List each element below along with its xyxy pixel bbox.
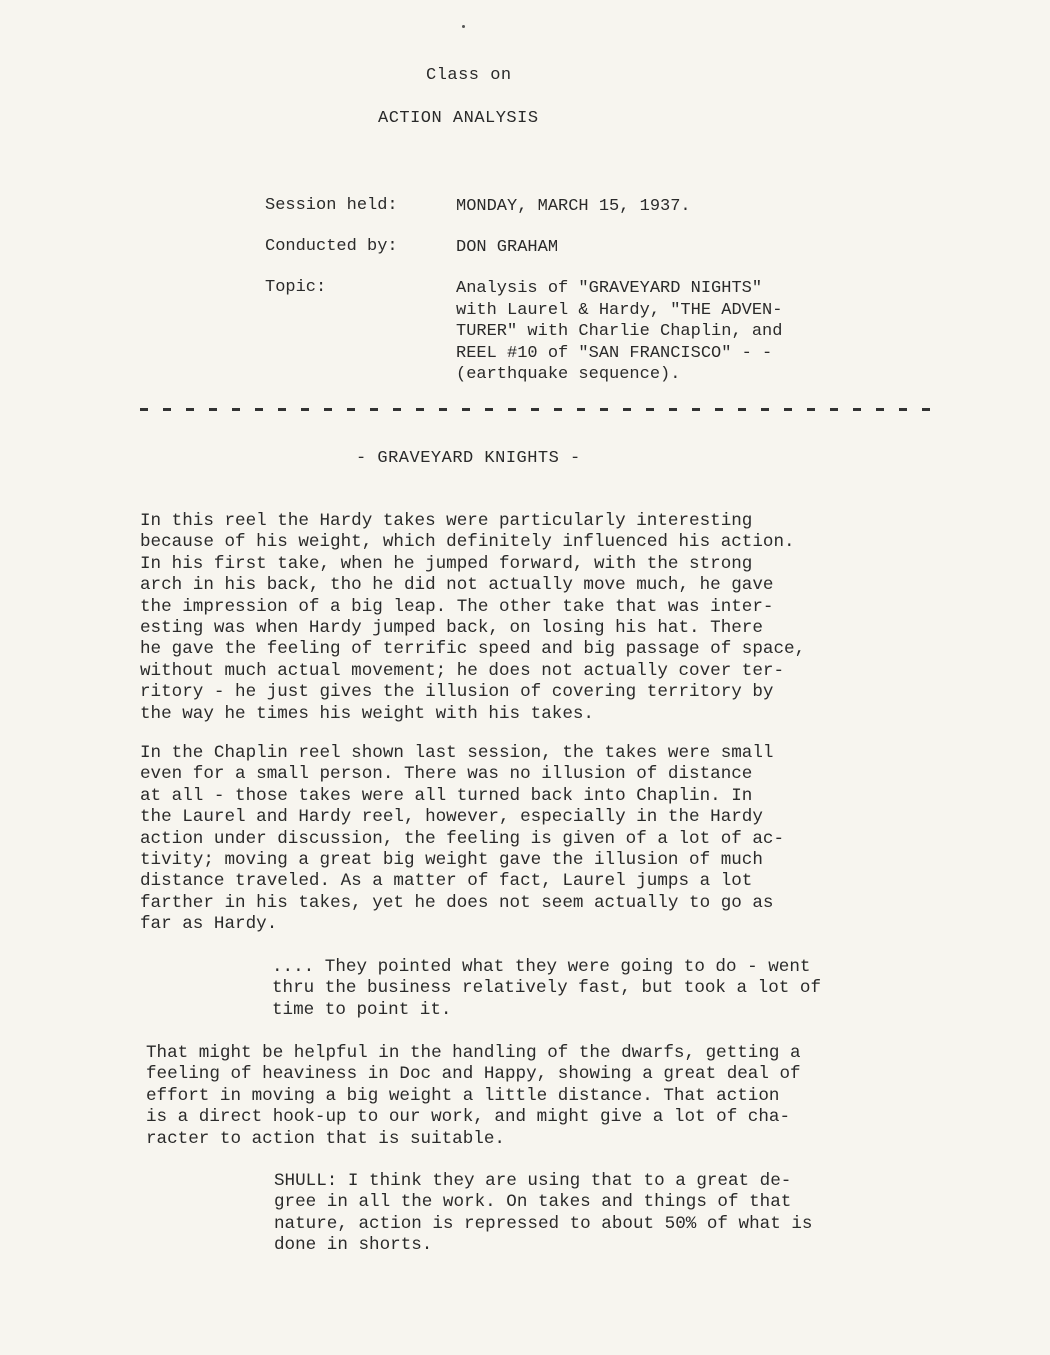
quote-paragraph: .... They pointed what they were going to do - went thru the business relatively fast, but took a lot of time to point it. (272, 957, 822, 1020)
meta-label: Session held: (265, 196, 398, 215)
meta-value: MONDAY, MARCH 15, 1937. (456, 197, 691, 216)
section-title: - GRAVEYARD KNIGHTS - (356, 449, 581, 468)
dashed-divider (140, 408, 935, 411)
speaker-paragraph: SHULL: I think they are using that to a great de- gree in all the work. On takes and things of that nature, action is repressed to about 50% of what is done in shorts. (274, 1171, 813, 1256)
class-line: Class on (426, 66, 512, 85)
meta-value: DON GRAHAM (456, 238, 559, 257)
paragraph: In the Chaplin reel shown last session, the takes were small even for a small person. There was no illusion of distance at all - those takes were all turned back into Chaplin. In the Laurel and Hardy reel, however, especially in the Hardy action under discussion, the feeling is given of a lot of ac- tivity; moving a great big weight gave the illusion of much distance traveled. As a matter of fact, Laurel jumps a lot farther in his takes, yet he does not seem actually to go as far as Hardy. (140, 743, 785, 935)
document-title: ACTION ANALYSIS (378, 109, 539, 128)
meta-label: Topic: (265, 278, 327, 297)
stray-mark (462, 25, 465, 28)
paragraph: In this reel the Hardy takes were particularly interesting because of his weight, which definitely influenced his action. In his first take, when he jumped forward, with the strong arch in his back, tho he did not actually move much, he gave the impression of a big leap. The other take that was inter- esting was when Hardy jumped back, on losing his hat. There he gave the feeling of terrific speed and big passage of space, without much actual movement; he does not actually cover ter- ritory - he just gives the illusion of covering territory by the way he times his weight with his takes. (140, 511, 806, 724)
meta-label: Conducted by: (265, 237, 398, 256)
meta-value: Analysis of "GRAVEYARD NIGHTS" with Laurel & Hardy, "THE ADVEN- TURER" with Charlie Chaplin, and REEL #10 of "SAN FRANCISCO" - - (earthquake sequence). (456, 279, 783, 384)
paragraph: That might be helpful in the handling of the dwarfs, getting a feeling of heaviness in Doc and Happy, showing a great deal of effort in moving a big weight a little distance. That action is a direct hook-up to our work, and might give a lot of cha- racter to action that is suitable. (146, 1043, 801, 1149)
